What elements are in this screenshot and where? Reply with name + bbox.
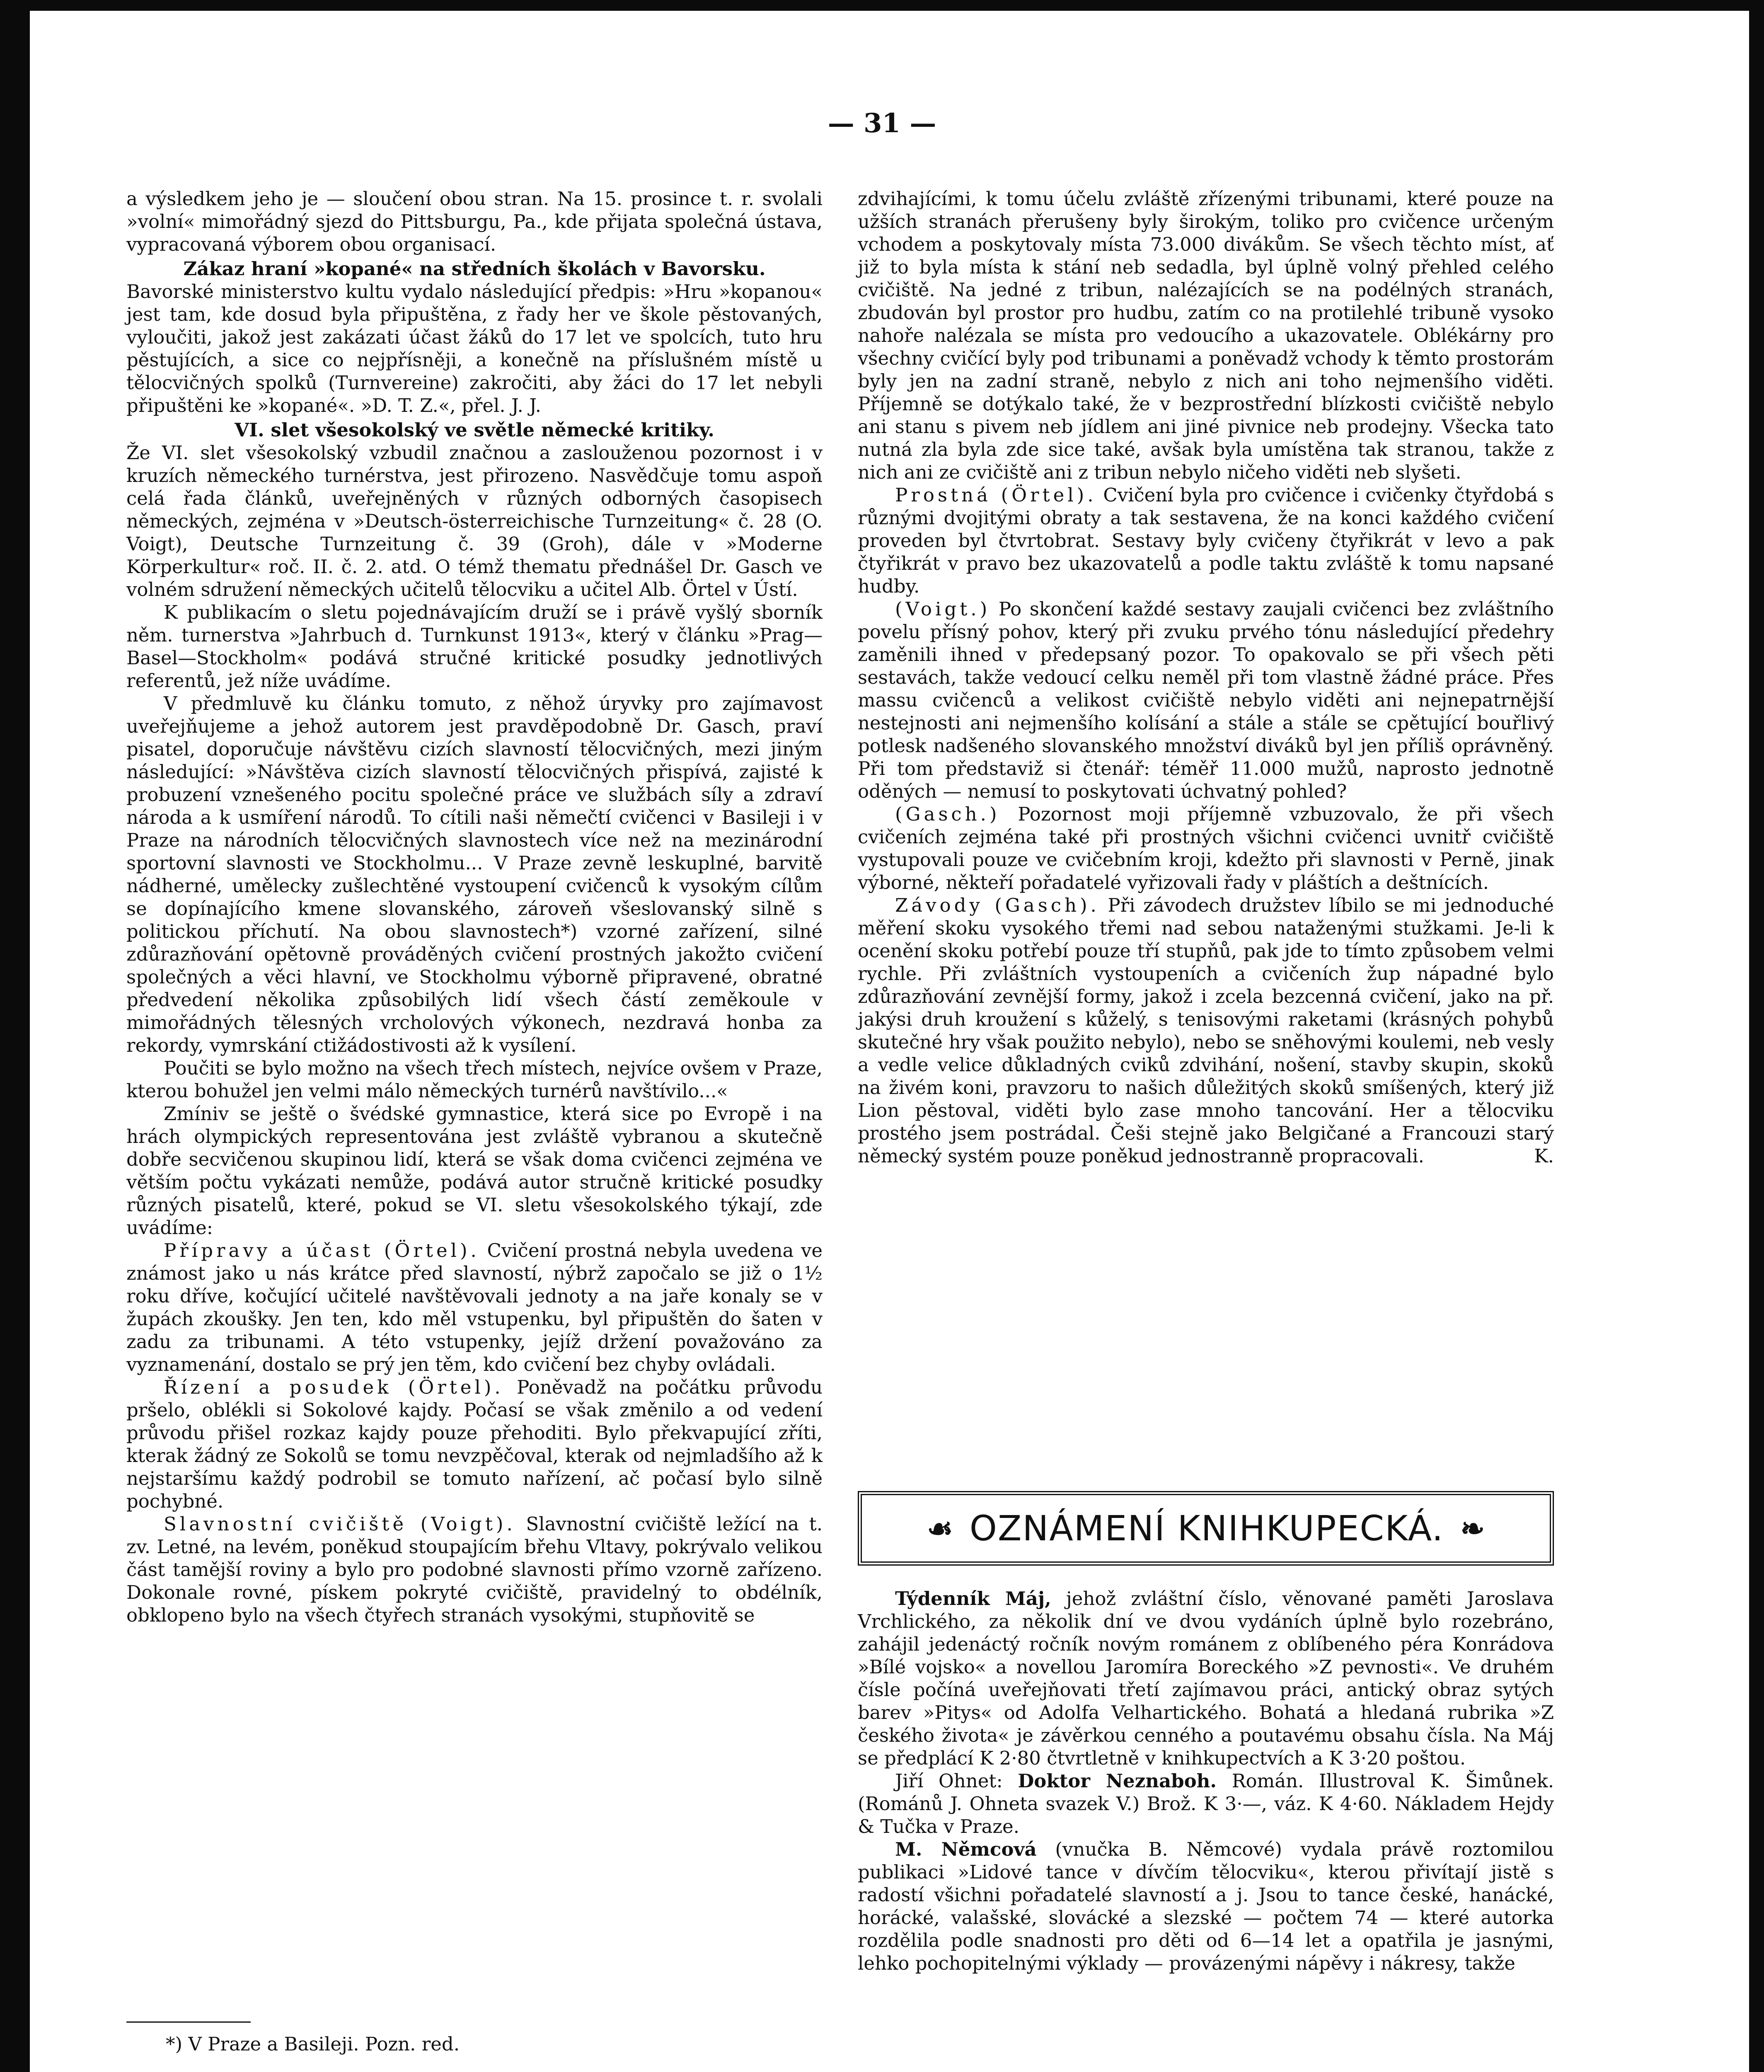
announcements-list [858, 1587, 1554, 1975]
author-signature: K. [1534, 1145, 1554, 1167]
announcement [858, 1587, 1554, 1769]
paragraph-text: Cvičení prostná nebyla uvedena ve známost jako u nás krátce před slavností, nýbrž započalo se již o 1½ roku dříve, kočující učitelé navštěvovali jednoty a na jaře konaly se v župách zkoušky. Jen ten, kdo měl vstupenku, byl připuštěn do šaten v zadu za tribunami. A této vstupenky, jejíž držení považováno za vyznamenání, dostalo se prý jen těm, kdo cvičení bez chyby ovládali. [126, 1239, 823, 1375]
paragraph-text: Po skončení každé sestavy zaujali cvičenci bez zvláštního povelu přísný pohov, který při zvuku prvého tónu následující předehry zaměnili ihned v předepsaný pozor. To opakovalo se při všech pěti sestavách, takže vedoucí celku neměl při tom vlastně žádné práce. Přes massu cvičenců a velikost cvičiště nebylo viděti ani nejnepatrnější nestejnosti ani nejmenšího kolísání a stále a stále se cpětující bouřlivý potlesk nadšeného slovanského množství diváků byl jen příliš oprávněný. Při tom představiž si čtenář: téměř 11.000 mužů, naprosto jednotně oděných — nemusí to poskytovati úchvatný pohled? [858, 598, 1554, 802]
subsection-title: (Voigt.) [895, 598, 991, 620]
paragraph-text: Pozornost moji příjemně vzbuzovalo, že při všech cvičeních zejména také při prostných všichni cvičenci uvnitř cvičiště vystupovali pouze ve cvičebním kroji, kdežto při slavnosti v Perně, jinak výborné, někteří pořadatelé vyřizovali řady v pláštích a deštnících. [858, 803, 1554, 893]
ornament-right-icon: ❧ [1460, 1511, 1485, 1546]
paragraph: Bavorské ministerstvo kultu vydalo následující předpis: »Hru »kopanou« jest tam, kde dosud byla připuštěna, z řady her ve škole pěstovaných, vyloučiti, jakož jest zakázati účast žáků do 17 let ve spolcích, tuto hru pěstujících, a sice co nejpřísněji, a konečně na příslušném místě u tělocvičných spolků (Turnvereine) zakročiti, aby žáci do 17 let nebyli připuštěni ke »kopané«. »D. T. Z.«, přel. J. J. [126, 281, 823, 416]
paragraph-text: Slavnostní cvičiště ležící na t. zv. Letné, na levém, poněkud stoupajícím břehu Vltavy, pokrývalo velikou část tamější roviny a bylo pro podobné slavnosti přímo vzorně zařízeno. Dokonale rovné, pískem pokryté cvičiště, pravidelný to obdélník, obklopeno bylo na všech čtyřech stranách vysokými, stupňovitě se [126, 1513, 823, 1626]
ornament-left-icon: ☙ [927, 1511, 953, 1546]
paragraph: zdvihajícími, k tomu účelu zvláště zřízenými tribunami, které pouze na užších stranách přerušeny byly širokým, toliko pro cvičence určeným vchodem a poskytovaly místa 73.000 divákům. Se všech těchto míst, ať již to byla místa k stání neb sedadla, byl úplně volný přehled celého cvičiště. Na jedné z tribun, nalézajících se na podélných stranách, zbudován byl prostor pro hudbu, zatím co na protilehlé tribuně vysoko nahoře nalézala se místa pro vedoucího a ukazovatele. Oblékárny pro všechny cvičící byly pod tribunami a poněvadž vchody k těmto prostorám byly jen na zadní straně, nebylo z nich ani toho nejmenšího viděti. Příjemně se dotýkalo také, že v bezprostřední blízkosti cvičiště nebylo ani stanu s pivem neb jídlem ani jiné pivnice neb prodejny. Všecka tato nutná zla byla zde sice také, avšak byla umístěna tak stranou, takže z nich ani ze cvičiště ani z tribun nebylo ničeho viděti neb slyšeti. [858, 188, 1554, 483]
section-heading: VI. slet všesokolský ve světle německé kritiky. [235, 419, 714, 441]
announcement-text: Román. Illustroval K. Šimůnek. (Románů J. Ohneta svazek V.) Brož. K 3·—, váz. K 4·60. Nákladem Hejdy & Tučka v Praze. [858, 1770, 1554, 1837]
announcement [858, 1838, 1554, 1975]
paragraph [126, 1376, 823, 1513]
scan-border-top [0, 0, 1764, 11]
paragraph [858, 894, 1554, 1167]
subsection-title: Přípravy a účast (Örtel). [164, 1239, 480, 1261]
paragraph: Poučiti se bylo možno na všech třech místech, nejvíce ovšem v Praze, kterou bohužel jen velmi málo německých turnérů navštívilo...« [126, 1057, 823, 1102]
paragraph: a výsledkem jeho je — sloučení obou stran. Na 15. prosince t. r. svolali »volní« mimořádný sjezd do Pittsburgu, Pa., kde přijata společná ústava, vypracovaná výborem obou organisací. [126, 188, 823, 255]
paragraph [858, 484, 1554, 598]
subsection-title: Slavnostní cvičiště (Voigt). [164, 1513, 516, 1535]
banner-title: OZNÁMENÍ KNIHKUPECKÁ. [969, 1508, 1444, 1549]
paragraph [858, 598, 1554, 803]
paragraph [126, 1239, 823, 1376]
announcement [858, 1769, 1554, 1838]
right-column [858, 187, 1554, 1167]
scan-border-right [1749, 0, 1764, 2072]
subsection-title: Řízení a posudek (Örtel). [164, 1376, 504, 1398]
paragraph: K publikacím o sletu pojednávajícím druží se i právě vyšlý sborník něm. turnerstva »Jahrbuch d. Turnkunst 1913«, který v článku »Prag—Basel—Stockholm« podává stručné kritické posudky jednotlivých referentů, jež níže uvádíme. [126, 601, 823, 692]
announcements-banner [858, 1491, 1554, 1566]
paragraph: V předmluvě ku článku tomuto, z něhož úryvky pro zajímavost uveřejňujeme a jehož autorem jest pravděpodobně Dr. Gasch, praví pisatel, doporučuje návštěvu cizích slavností tělocvičných, mezi jiným následující: »Návštěva cizích slavností tělocvičných přispívá, zajisté k probuzení vznešeného pocitu společné práce ve službách síly a zdraví národa a k usmíření národů. To cítili naši němečtí cvičenci v Basileji i v Praze na národních tělocvičných slavnostech více než na mezinárodní sportovní slavnosti ve Stockholmu... V Praze zevně leskuplné, barvitě nádherné, umělecky zušlechtěné vystoupení cvičenců k vysokým cílům se dopínajícího kmene slovanského, zároveň všeslovanský silně s politickou příchutí. Na obou slavnostech*) vzorné zařízení, silné zdůrazňování opětovně prováděných cvičení prostných jakožto cvičení společných a věci hlavní, ve Stockholmu výborně připravené, obratné předvedení několika způsobilých lidí všech částí zeměkoule v mimořádných tělesných vrcholových výkonech, nezdravá honba za rekordy, vymrskání ctižádostivosti až k vysílení. [126, 692, 823, 1056]
footnote-divider [126, 2021, 251, 2023]
announcement-lead: Doktor Neznaboh. [1018, 1770, 1217, 1792]
footnote: *) V Praze a Basileji. Pozn. red. [166, 2033, 460, 2055]
scan-border-left [0, 0, 30, 2072]
page-number: — 31 — [828, 108, 936, 139]
paragraph: Zmíniv se ještě o švédské gymnastice, která sice po Evropě i na hrách olympických representována jest zvláště vybranou a skutečně dobře secvičenou skupinou lidí, která se však doma cvičenci zejména ve větším počtu vykázati nemůže, podává autor stručně kritické posudky různých pisatelů, které, pokud se VI. sletu všesokolského týkají, zde uvádíme: [126, 1103, 823, 1239]
paragraph [858, 803, 1554, 894]
subsection-title: (Gasch.) [895, 803, 1000, 825]
paragraph: Že VI. slet všesokolský vzbudil značnou a zaslouženou pozornost i v kruzích německého turnérstva, jest přirozeno. Nasvědčuje tomu aspoň celá řada článků, uveřejněných v různých odborných časopisech německých, zejména v »Deutsch-österreichische Turnzeitung« č. 28 (O. Voigt), Deutsche Turnzeitung č. 39 (Groh), dále v »Moderne Körperkultur« roč. II. č. 2. atd. O témž thematu přednášel Dr. Gasch ve volném sdružení německých učitelů tělocviku a učitel Alb. Örtel v Ústí. [126, 442, 823, 600]
paragraph-text: Při závodech družstev líbilo se mi jednoduché měření skoku vysokého třemi nad sebou nataženými stužkami. Je-li k ocenění skoku potřebí pouze tří stupňů, pak jde to tímto způsobem velmi rychle. Při zvláštních vystoupeních a cvičeních žup nápadné bylo zdůrazňování zevnější formy, jakož i zcela bezcenná cvičení, jako na př. jakýsi druh kroužení s kůželý, s tenisovými raketami (krásných pohybů skutečné hry však použito nebylo), nebo se sněhovými koulemi, neb vesly a vedle velice důkladných cviků zdvihání, nošení, stavby skupin, skoků na živém koni, pravzoru to našich důležitých skoků smíšených, který již Lion pěstoval, viděti bylo zase mnoho tancování. Her a tělocviku prostého jsem postrádal. Češi stejně jako Belgičané a Francouzi starý německý systém pouze poněkud jednostranně propracovali. [858, 894, 1554, 1167]
left-column [126, 187, 823, 1627]
announcement-lead: Týdenník Máj, [895, 1588, 1051, 1610]
subsection-title: Prostná (Örtel). [895, 484, 1097, 506]
subsection-title: Závody (Gasch). [895, 894, 1100, 916]
announcement-text: (vnučka B. Němcové) vydala právě roztomilou publikaci »Lidové tance v dívčím tělocviku«, kterou přivítají jistě s radostí všichni pořadatelé slavností a j. Jsou to tance české, hanácké, horácké, valašské, slovácké a slezské — počtem 74 — které autorka rozdělila podle snadnosti pro děti od 6—14 let a opatřila je jasnými, lehko pochopitelnými výklady — provázenými nápěvy i nákresy, takže [858, 1838, 1554, 1974]
announcement-lead: M. Němcová [895, 1838, 1037, 1860]
paragraph [126, 1513, 823, 1627]
section-heading: Zákaz hraní »kopané« na středních školách v Bavorsku. [183, 258, 766, 280]
announcement-author: Jiří Ohnet: [895, 1770, 1003, 1792]
paragraph-text: Poněvadž na počátku průvodu pršelo, oblékli si Sokolové kajdy. Počasí se však změnilo a od vedení průvodu přišel rozkaz kajdy pouze přehoditi. Bylo překvapující zříti, kterak žádný ze Sokolů se tomu nevzpěčoval, kterak od nejmladšího až k nejstaršímu každý podrobil se tomuto nařízení, ač počasí bylo silně pochybné. [126, 1376, 823, 1512]
paragraph-text: Cvičení byla pro cvičence i cvičenky čtyřdobá s různými dvojitými obraty a tak sestavena, že na konci každého cvičení proveden byl čtvrtobrat. Sestavy byly cvičeny čtyřikrát v levo a pak čtyřikrát v pravo bez ukazovatelů a podle taktu zvláště k tomu napsané hudby. [858, 484, 1554, 597]
announcement-text: jehož zvláštní číslo, věnované paměti Jaroslava Vrchlického, za několik dní ve dvou vydáních úplně bylo rozebráno, zahájil jedenáctý ročník novým románem z oblíbeného péra Konrádova »Bílé vojsko« a novellou Jaromíra Boreckého »Z pevnosti«. Ve druhém čísle počíná uveřejňovati třetí zajímavou práci, antický obraz sytých barev »Pitys« od Adolfa Velhartického. Bohatá a hledaná rubrika »Z českého života« je závěrkou cenného a poutavému obsahu čísla. Na Máj se předplácí K 2·80 čtvrtletně v knihkupectvích a K 3·20 poštou. [858, 1588, 1554, 1769]
